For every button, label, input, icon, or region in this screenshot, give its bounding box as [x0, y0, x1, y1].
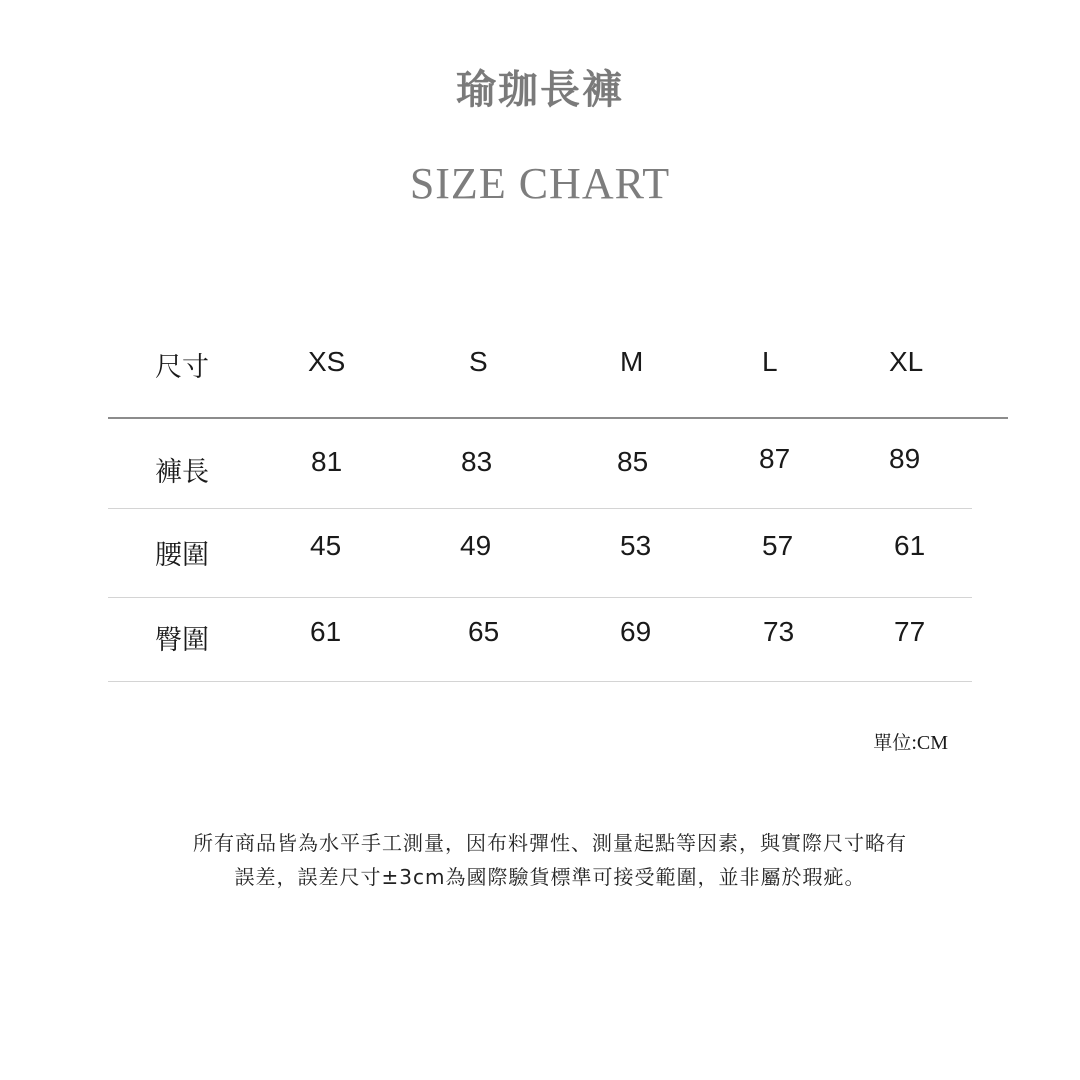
row-divider: [108, 681, 972, 682]
header-s: S: [469, 346, 488, 377]
header-size-label: 尺寸: [155, 352, 209, 383]
table-cell: 57: [762, 530, 794, 561]
row-label: 臀圍: [155, 625, 209, 656]
row-label: 腰圍: [155, 540, 209, 571]
table-cell: 69: [620, 616, 652, 647]
table-cell: 65: [468, 616, 500, 647]
measurement-note: 所有商品皆為水平手工測量，因布料彈性、測量起點等因素，與實際尺寸略有誤差，誤差尺寸±3cm為國際驗貨標準可接受範圍，並非屬於瑕疵。: [193, 831, 907, 889]
table-cell: 73: [763, 616, 795, 647]
table-cell: 61: [894, 530, 926, 561]
row-divider: [108, 597, 972, 598]
product-title: 瑜珈長褲: [456, 67, 624, 113]
header-m: M: [620, 346, 644, 377]
unit-separator: :: [911, 732, 917, 754]
unit-value: CM: [916, 732, 948, 754]
table-cell: 87: [759, 443, 791, 474]
table-cell: 83: [461, 446, 493, 477]
table-cell: 81: [311, 446, 343, 477]
header-xs: XS: [308, 346, 346, 377]
header-xl: XL: [889, 346, 924, 377]
row-label: 褲長: [155, 457, 209, 488]
table-cell: 61: [310, 616, 342, 647]
table-cell: 45: [310, 530, 342, 561]
size-chart-heading: SIZE CHART: [409, 159, 671, 208]
row-divider: [108, 508, 972, 509]
unit-label: [873, 728, 948, 755]
table-cell: 77: [894, 616, 926, 647]
header-l: L: [762, 346, 778, 377]
table-cell: 49: [460, 530, 492, 561]
table-cell: 89: [889, 443, 921, 474]
table-cell: 53: [620, 530, 652, 561]
header-divider: [108, 417, 1008, 419]
table-cell: 85: [617, 446, 649, 477]
unit-text: 單位: [873, 732, 912, 754]
